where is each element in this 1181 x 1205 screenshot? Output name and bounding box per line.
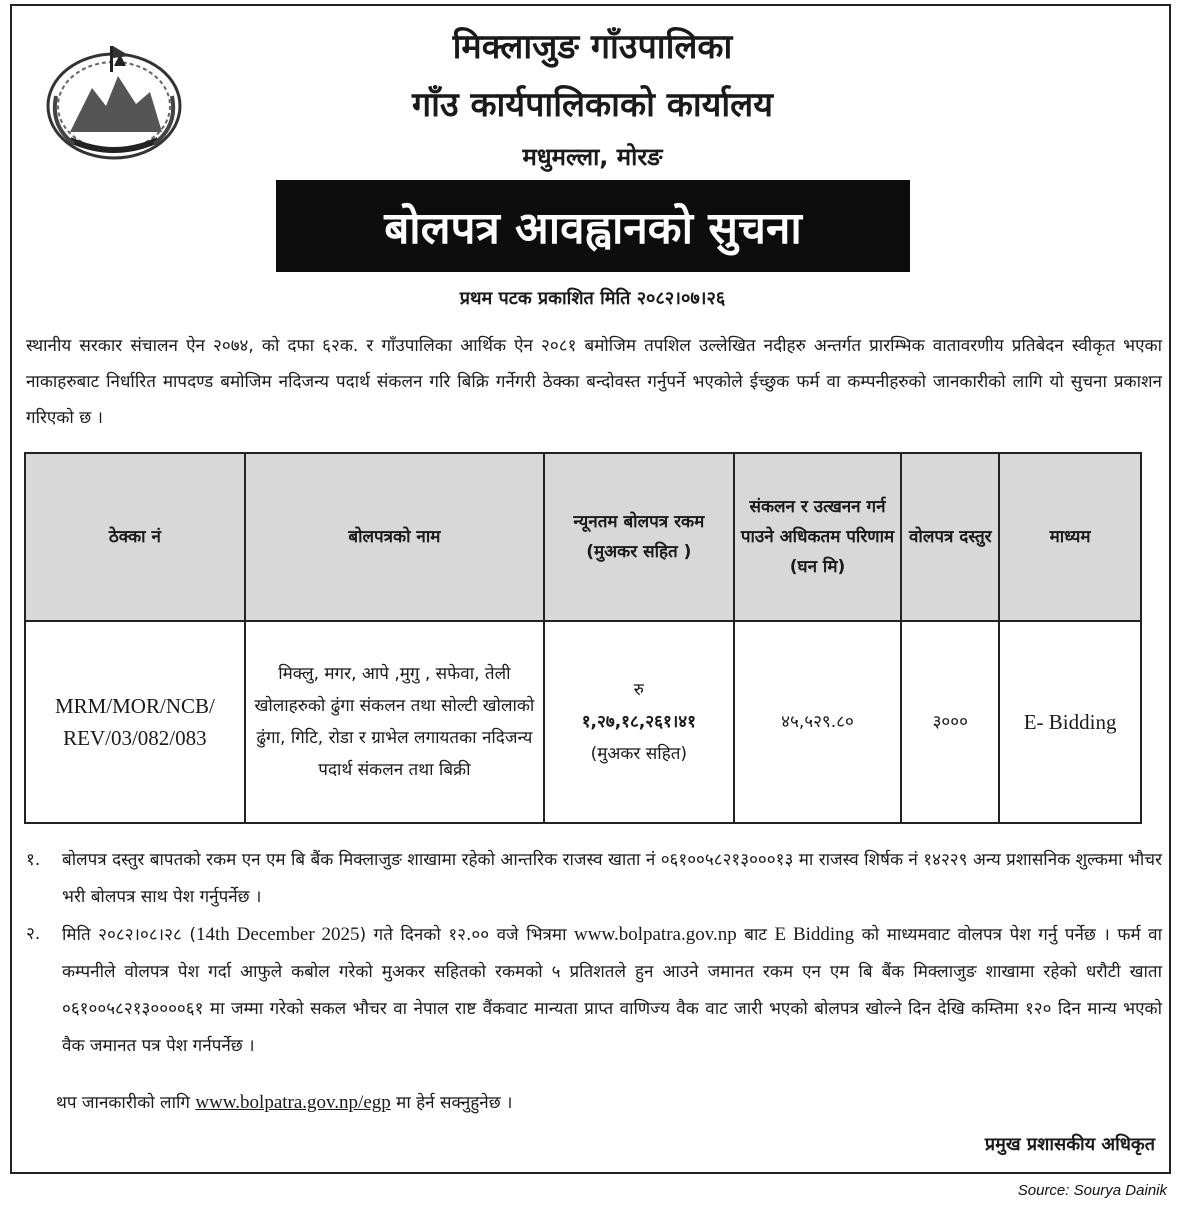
office-name: गाँउ कार्यपालिकाको कार्यालय (412, 85, 773, 125)
bid-name-cell: मिक्लु, मगर, आपे ,मुगु , सफेवा, तेली खोलाहरुको ढुंगा संकलन तथा सोल्टी खोलाको ढुंगा, गिटि, रोडा र ग्राभेल लगायतका नदिजन्य पदार्थ संकलन तथा बिक्री (245, 621, 544, 823)
egp-link[interactable]: www.bolpatra.gov.np/egp (195, 1092, 391, 1113)
note-number: २. (26, 924, 41, 944)
note-website[interactable]: www.bolpatra.gov.np (574, 924, 737, 945)
note-text: बोलपत्र दस्तुर बापतको रकम एन एम बि बैंक मिक्लाजुङ शाखामा रहेको आन्तरिक राजस्व खाता नं ०६१००५८२१३०००१३ मा राजस्व शिर्षक नं १४२२९ अन्य प्रशासनिक शुल्कमा भौचर भरी बोलपत्र साथ पेश गर्नुपर्नेछ । (62, 850, 1162, 907)
signatory-title: प्रमुख प्रशासकीय अधिकृत (984, 1134, 1155, 1155)
more-info-prefix: थप जानकारीको लागि (56, 1093, 196, 1113)
more-info-line (56, 1090, 513, 1114)
municipality-name: मिक्लाजुङ गाँउपालिका (452, 27, 733, 67)
fee-cell: ३००० (901, 621, 999, 823)
col-contract-no: ठेक्का नं (25, 453, 245, 621)
table-row (25, 621, 1141, 823)
office-address: मधुमल्ला, मोरङ (522, 143, 663, 171)
table-header-row (25, 453, 1141, 621)
tender-table (24, 452, 1142, 824)
intro-paragraph: स्थानीय सरकार संचालन ऐन २०७४, को दफा ६२क. र गाँउपालिका आर्थिक ऐन २०८१ बमोजिम तपशिल उल्लेखित नदीहरु अन्तर्गत प्रारम्भिक वातावरणीय प्रतिबेदन स्वीकृत भएका नाकाहरुबाट निर्धारित मापदण्ड बमोजिम नदिजन्य पदार्थ संकलन गरि बिक्रि गर्नेगरी ठेक्का बन्दोवस्त गर्नुपर्ने भएकोले ईच्छुक फर्म वा कम्पनीहरुको जानकारीको लागि यो सुचना प्रकाशन गरिएको छ । (26, 336, 1162, 428)
note-number: १. (26, 850, 41, 870)
amount-suffix: (मुअकर सहित) (590, 744, 688, 764)
note-text-part: बाट (736, 925, 775, 945)
source-credit: Source: Sourya Dainik (1017, 1182, 1167, 1199)
note-text (62, 916, 1162, 1065)
amount-cell (544, 621, 734, 823)
note-text-part: मिति २०८२।०८।२८ ( (62, 925, 196, 945)
note-text-part: को माध्यमवाट वोलपत्र पेश गर्नु पर्नेछ । फर्म वा कम्पनीले वोलपत्र पेश गर्दा आफुले कबोल गरेको मुअकर सहितको रकमको ५ प्रतिशतले हुन आउने जमानत रकम एन एम बि बैंक मिक्लाजुङ शाखामा रहेको धरौटी खाता ०६१००५८२१३००००६१ मा जम्मा गरेको सकल भौचर वा नेपाल राष्ट वैंकवाट मान्यता प्राप्त वाणिज्य वैक वाट जारी भएको बोलपत्र खोल्ने दिन देखि कम्तिमा १२० दिन मान्य भएको वैक जमानत पत्र पेश गर्नपर्नेछ । (62, 925, 1162, 1056)
note-ebidding: E Bidding (774, 924, 855, 945)
note-date-english: 14th December 2025 (195, 924, 360, 945)
col-bid-fee: वोलपत्र दस्तुर (901, 453, 999, 621)
note-text-part: ) गते दिनको १२.०० वजे भित्रमा (359, 925, 575, 945)
publication-date: प्रथम पटक प्रकाशित मिति २०८२।०७।२६ (459, 288, 726, 309)
medium-cell: E- Bidding (999, 621, 1141, 823)
notice-title-banner (276, 180, 910, 272)
note-item (26, 842, 1162, 916)
notice-title: बोलपत्र आवह्वानको सुचना (384, 203, 802, 254)
amount-value: १,२७,१८,२६१।४१ (581, 712, 696, 732)
col-bid-name: बोलपत्रको नाम (245, 453, 544, 621)
note-item (26, 916, 1162, 1065)
contract-no-cell: MRM/MOR/NCB/ REV/03/082/083 (25, 621, 245, 823)
notice-page (10, 4, 1171, 1174)
col-max-quantity: संकलन र उत्खनन गर्न पाउने अधिकतम परिणाम (घन मि) (734, 453, 902, 621)
quantity-cell: ४५,५२९.८० (734, 621, 902, 823)
col-medium: माध्यम (999, 453, 1141, 621)
amount-prefix: रु (633, 680, 644, 700)
col-min-amount: न्यूनतम बोलपत्र रकम (मुअकर सहित ) (544, 453, 734, 621)
notes-list (26, 842, 1162, 1065)
more-info-suffix: मा हेर्न सक्नुहुनेछ । (390, 1093, 513, 1113)
